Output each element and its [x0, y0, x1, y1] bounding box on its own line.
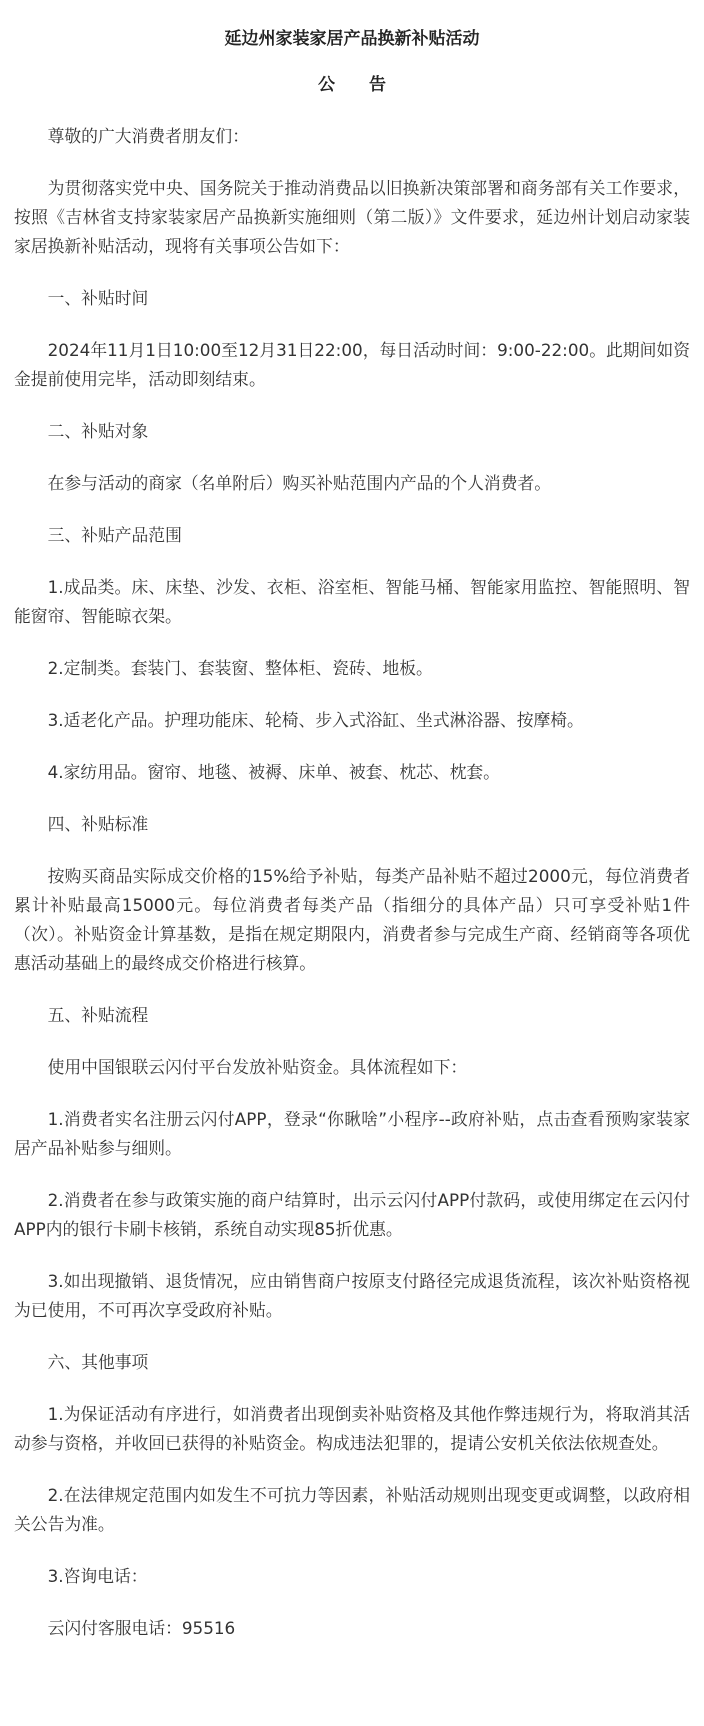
- customer-service-phone: 云闪付客服电话：95516: [47, 1618, 236, 1638]
- greeting-paragraph: 尊敬的广大消费者朋友们：: [47, 126, 249, 146]
- section-paragraph: 4.家纺用品。窗帘、地毯、被褥、床单、被套、枕芯、枕套。: [47, 762, 500, 782]
- notice-subtitle: 公 告: [318, 75, 400, 95]
- section-heading: 四、补贴标准: [47, 814, 149, 834]
- intro-paragraph: 为贯彻落实党中央、国务院关于推动消费品以旧换新决策部署和商务部有关工作要求，按照《吉林省支持家装家居产品换新实施细则（第二版）》文件要求，延边州计划启动家装家居换新补贴活动，现将有关事项公告如下：: [14, 178, 690, 256]
- section-heading: 三、补贴产品范围: [47, 525, 182, 545]
- notice-title: 延边州家装家居产品换新补贴活动: [224, 29, 480, 49]
- section-paragraph: 2.在法律规定范围内如发生不可抗力等因素，补贴活动规则出现变更或调整，以政府相关公告为准。: [14, 1485, 690, 1534]
- section-paragraph: 使用中国银联云闪付平台发放补贴资金。具体流程如下：: [47, 1057, 468, 1077]
- section-paragraph: 3.适老化产品。护理功能床、轮椅、步入式浴缸、坐式淋浴器、按摩椅。: [47, 710, 584, 730]
- section-paragraph: 按购买商品实际成交价格的15%给予补贴，每类产品补贴不超过2000元，每位消费者累计补贴最高15000元。每位消费者每类产品（指细分的具体产品）只可享受补贴1件（次）。补贴资金计算基数，是指在规定期限内，消费者参与完成生产商、经销商等各项优惠活动基础上的最终成交价格进行核算。: [14, 866, 690, 973]
- section-paragraph: 2024年11月1日10:00至12月31日22:00，每日活动时间：9:00-22:00。此期间如资金提前使用完毕，活动即刻结束。: [14, 340, 690, 389]
- section-paragraph: 1.为保证活动有序进行，如消费者出现倒卖补贴资格及其他作弊违规行为，将取消其活动参与资格，并收回已获得的补贴资金。构成违法犯罪的，提请公安机关依法依规查处。: [14, 1404, 690, 1453]
- section-paragraph: 2.定制类。套装门、套装窗、整体柜、瓷砖、地板。: [47, 658, 433, 678]
- section-heading: 六、其他事项: [47, 1352, 149, 1372]
- consult-phone-label: 3.咨询电话：: [47, 1566, 148, 1586]
- section-paragraph: 1.成品类。床、床垫、沙发、衣柜、浴室柜、智能马桶、智能家用监控、智能照明、智能窗帘、智能晾衣架。: [14, 577, 690, 626]
- section-paragraph: 1.消费者实名注册云闪付APP，登录“你瞅啥”小程序--政府补贴，点击查看预购家装家居产品补贴参与细则。: [14, 1109, 690, 1158]
- section-paragraph: 3.如出现撤销、退货情况，应由销售商户按原支付路径完成退货流程，该次补贴资格视为已使用，不可再次享受政府补贴。: [14, 1271, 690, 1320]
- section-heading: 五、补贴流程: [47, 1005, 149, 1025]
- section-paragraph: 在参与活动的商家（名单附后）购买补贴范围内产品的个人消费者。: [47, 473, 552, 493]
- section-heading: 二、补贴对象: [47, 421, 149, 441]
- section-paragraph: 2.消费者在参与政策实施的商户结算时，出示云闪付APP付款码，或使用绑定在云闪付APP内的银行卡刷卡核销，系统自动实现85折优惠。: [14, 1190, 690, 1239]
- section-heading: 一、补贴时间: [47, 288, 149, 308]
